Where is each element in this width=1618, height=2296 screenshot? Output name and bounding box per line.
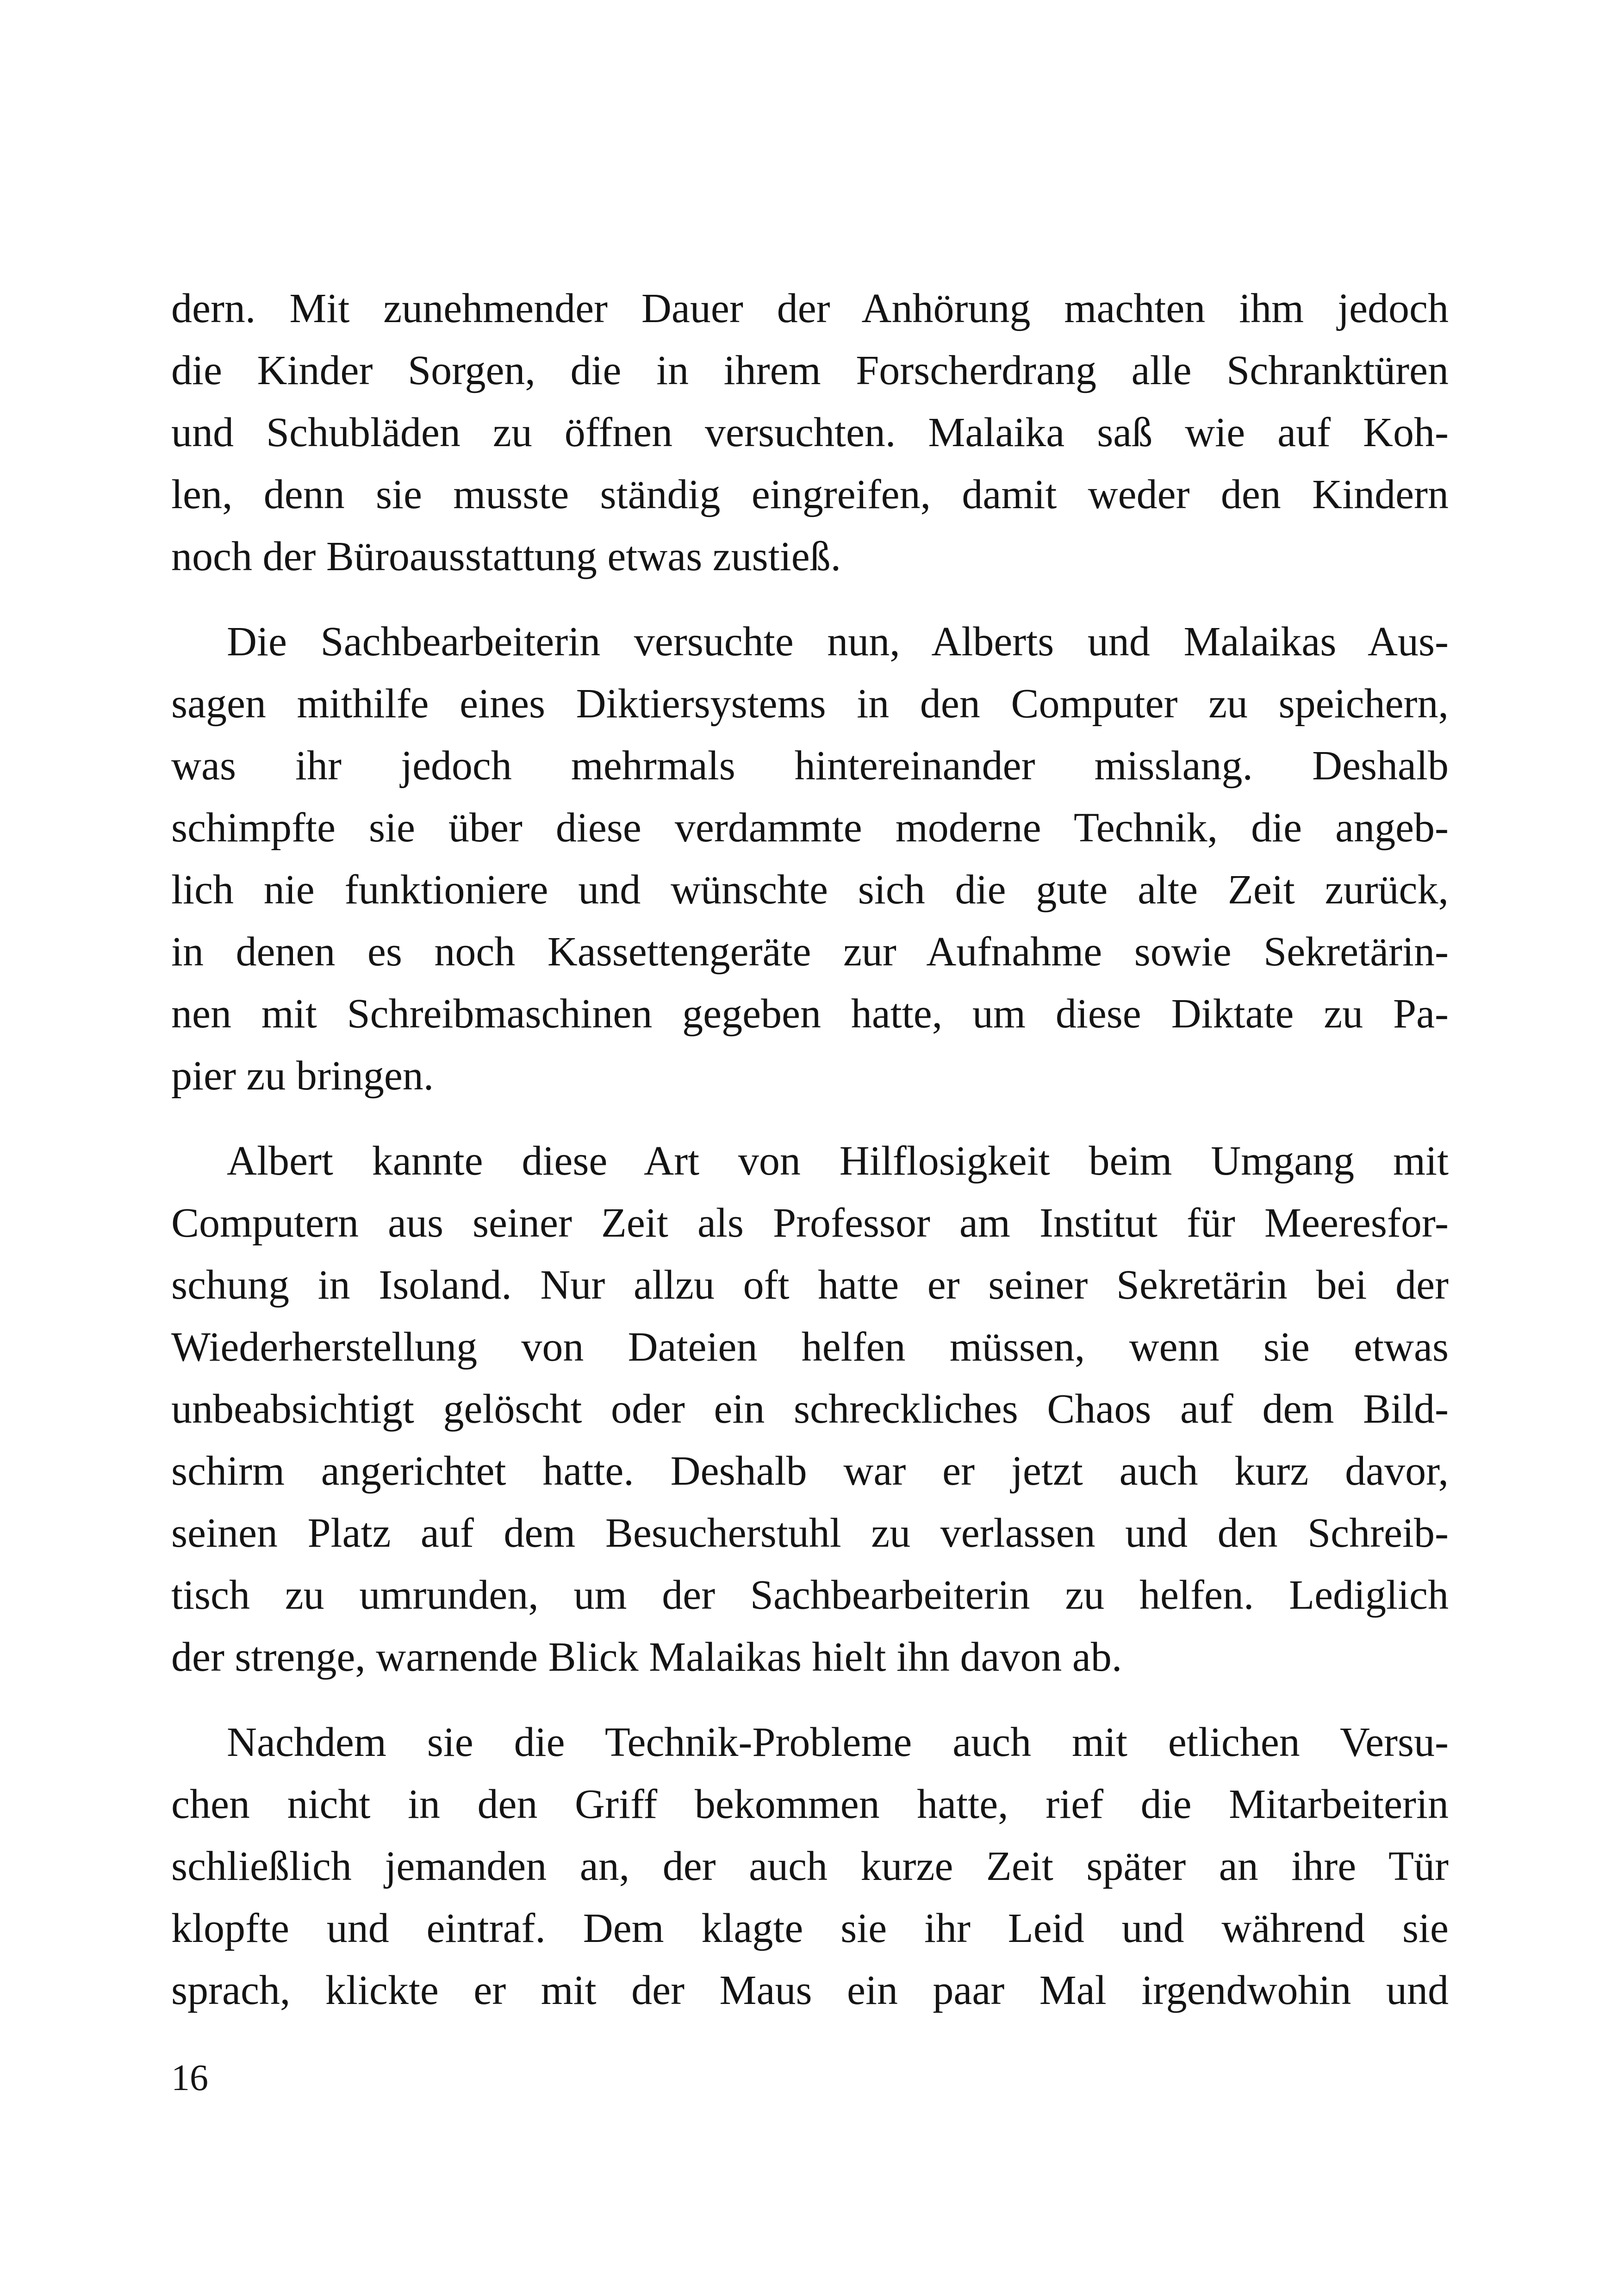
text-line: die Kinder Sorgen, die in ihrem Forscherdrang alle Schranktüren <box>171 348 1449 393</box>
text-line: der strenge, warnende Blick Malaikas hielt ihn davon ab. <box>171 1634 1122 1680</box>
text-line: chen nicht in den Griff bekommen hatte, rief die Mitarbeiterin <box>171 1781 1449 1827</box>
page-number: 16 <box>171 2058 208 2098</box>
text-line: Wiederherstellung von Dateien helfen müssen, wenn sie etwas <box>171 1324 1449 1370</box>
text-line: schließlich jemanden an, der auch kurze Zeit später an ihre Tür <box>171 1843 1449 1889</box>
body-text <box>171 278 1449 2022</box>
paragraph-gap <box>171 1688 1449 1711</box>
text-line: len, denn sie musste ständig eingreifen, damit weder den Kindern <box>171 472 1449 517</box>
text-line: noch der Büroausstattung etwas zustieß. <box>171 534 841 579</box>
paragraph-gap <box>171 588 1449 611</box>
text-line: Die Sachbearbeiterin versuchte nun, Alberts und Malaikas Aus- <box>227 619 1449 665</box>
text-line: schung in Isoland. Nur allzu oft hatte er seiner Sekretärin bei der <box>171 1262 1449 1308</box>
text-line: sprach, klickte er mit der Maus ein paar Mal irgendwohin und <box>171 1967 1449 2013</box>
text-line: Nachdem sie die Technik-Probleme auch mit etlichen Versu- <box>227 1719 1449 1765</box>
text-line: pier zu bringen. <box>171 1053 434 1099</box>
text-line: sagen mithilfe eines Diktiersystems in den Computer zu speichern, <box>171 681 1449 727</box>
text-line: seinen Platz auf dem Besucherstuhl zu verlassen und den Schreib- <box>171 1510 1449 1556</box>
text-line: schirm angerichtet hatte. Deshalb war er jetzt auch kurz davor, <box>171 1448 1449 1494</box>
text-line: Computern aus seiner Zeit als Professor am Institut für Meeresfor- <box>171 1200 1449 1246</box>
text-line: schimpfte sie über diese verdammte moderne Technik, die angeb- <box>171 805 1449 851</box>
text-line: dern. Mit zunehmender Dauer der Anhörung machten ihm jedoch <box>171 286 1449 331</box>
text-line: was ihr jedoch mehrmals hintereinander misslang. Deshalb <box>171 743 1449 789</box>
paragraph-gap <box>171 1107 1449 1130</box>
text-line: und Schubläden zu öffnen versuchten. Malaika saß wie auf Koh- <box>171 410 1449 455</box>
text-line: klopfte und eintraf. Dem klagte sie ihr Leid und während sie <box>171 1905 1449 1951</box>
text-line: unbeabsichtigt gelöscht oder ein schreckliches Chaos auf dem Bild- <box>171 1386 1449 1432</box>
text-line: Albert kannte diese Art von Hilflosigkeit beim Umgang mit <box>227 1138 1449 1184</box>
text-line: tisch zu umrunden, um der Sachbearbeiterin zu helfen. Lediglich <box>171 1572 1449 1618</box>
text-line: in denen es noch Kassettengeräte zur Aufnahme sowie Sekretärin- <box>171 929 1449 975</box>
text-line: nen mit Schreibmaschinen gegeben hatte, um diese Diktate zu Pa- <box>171 991 1449 1037</box>
text-line: lich nie funktioniere und wünschte sich die gute alte Zeit zurück, <box>171 867 1449 913</box>
